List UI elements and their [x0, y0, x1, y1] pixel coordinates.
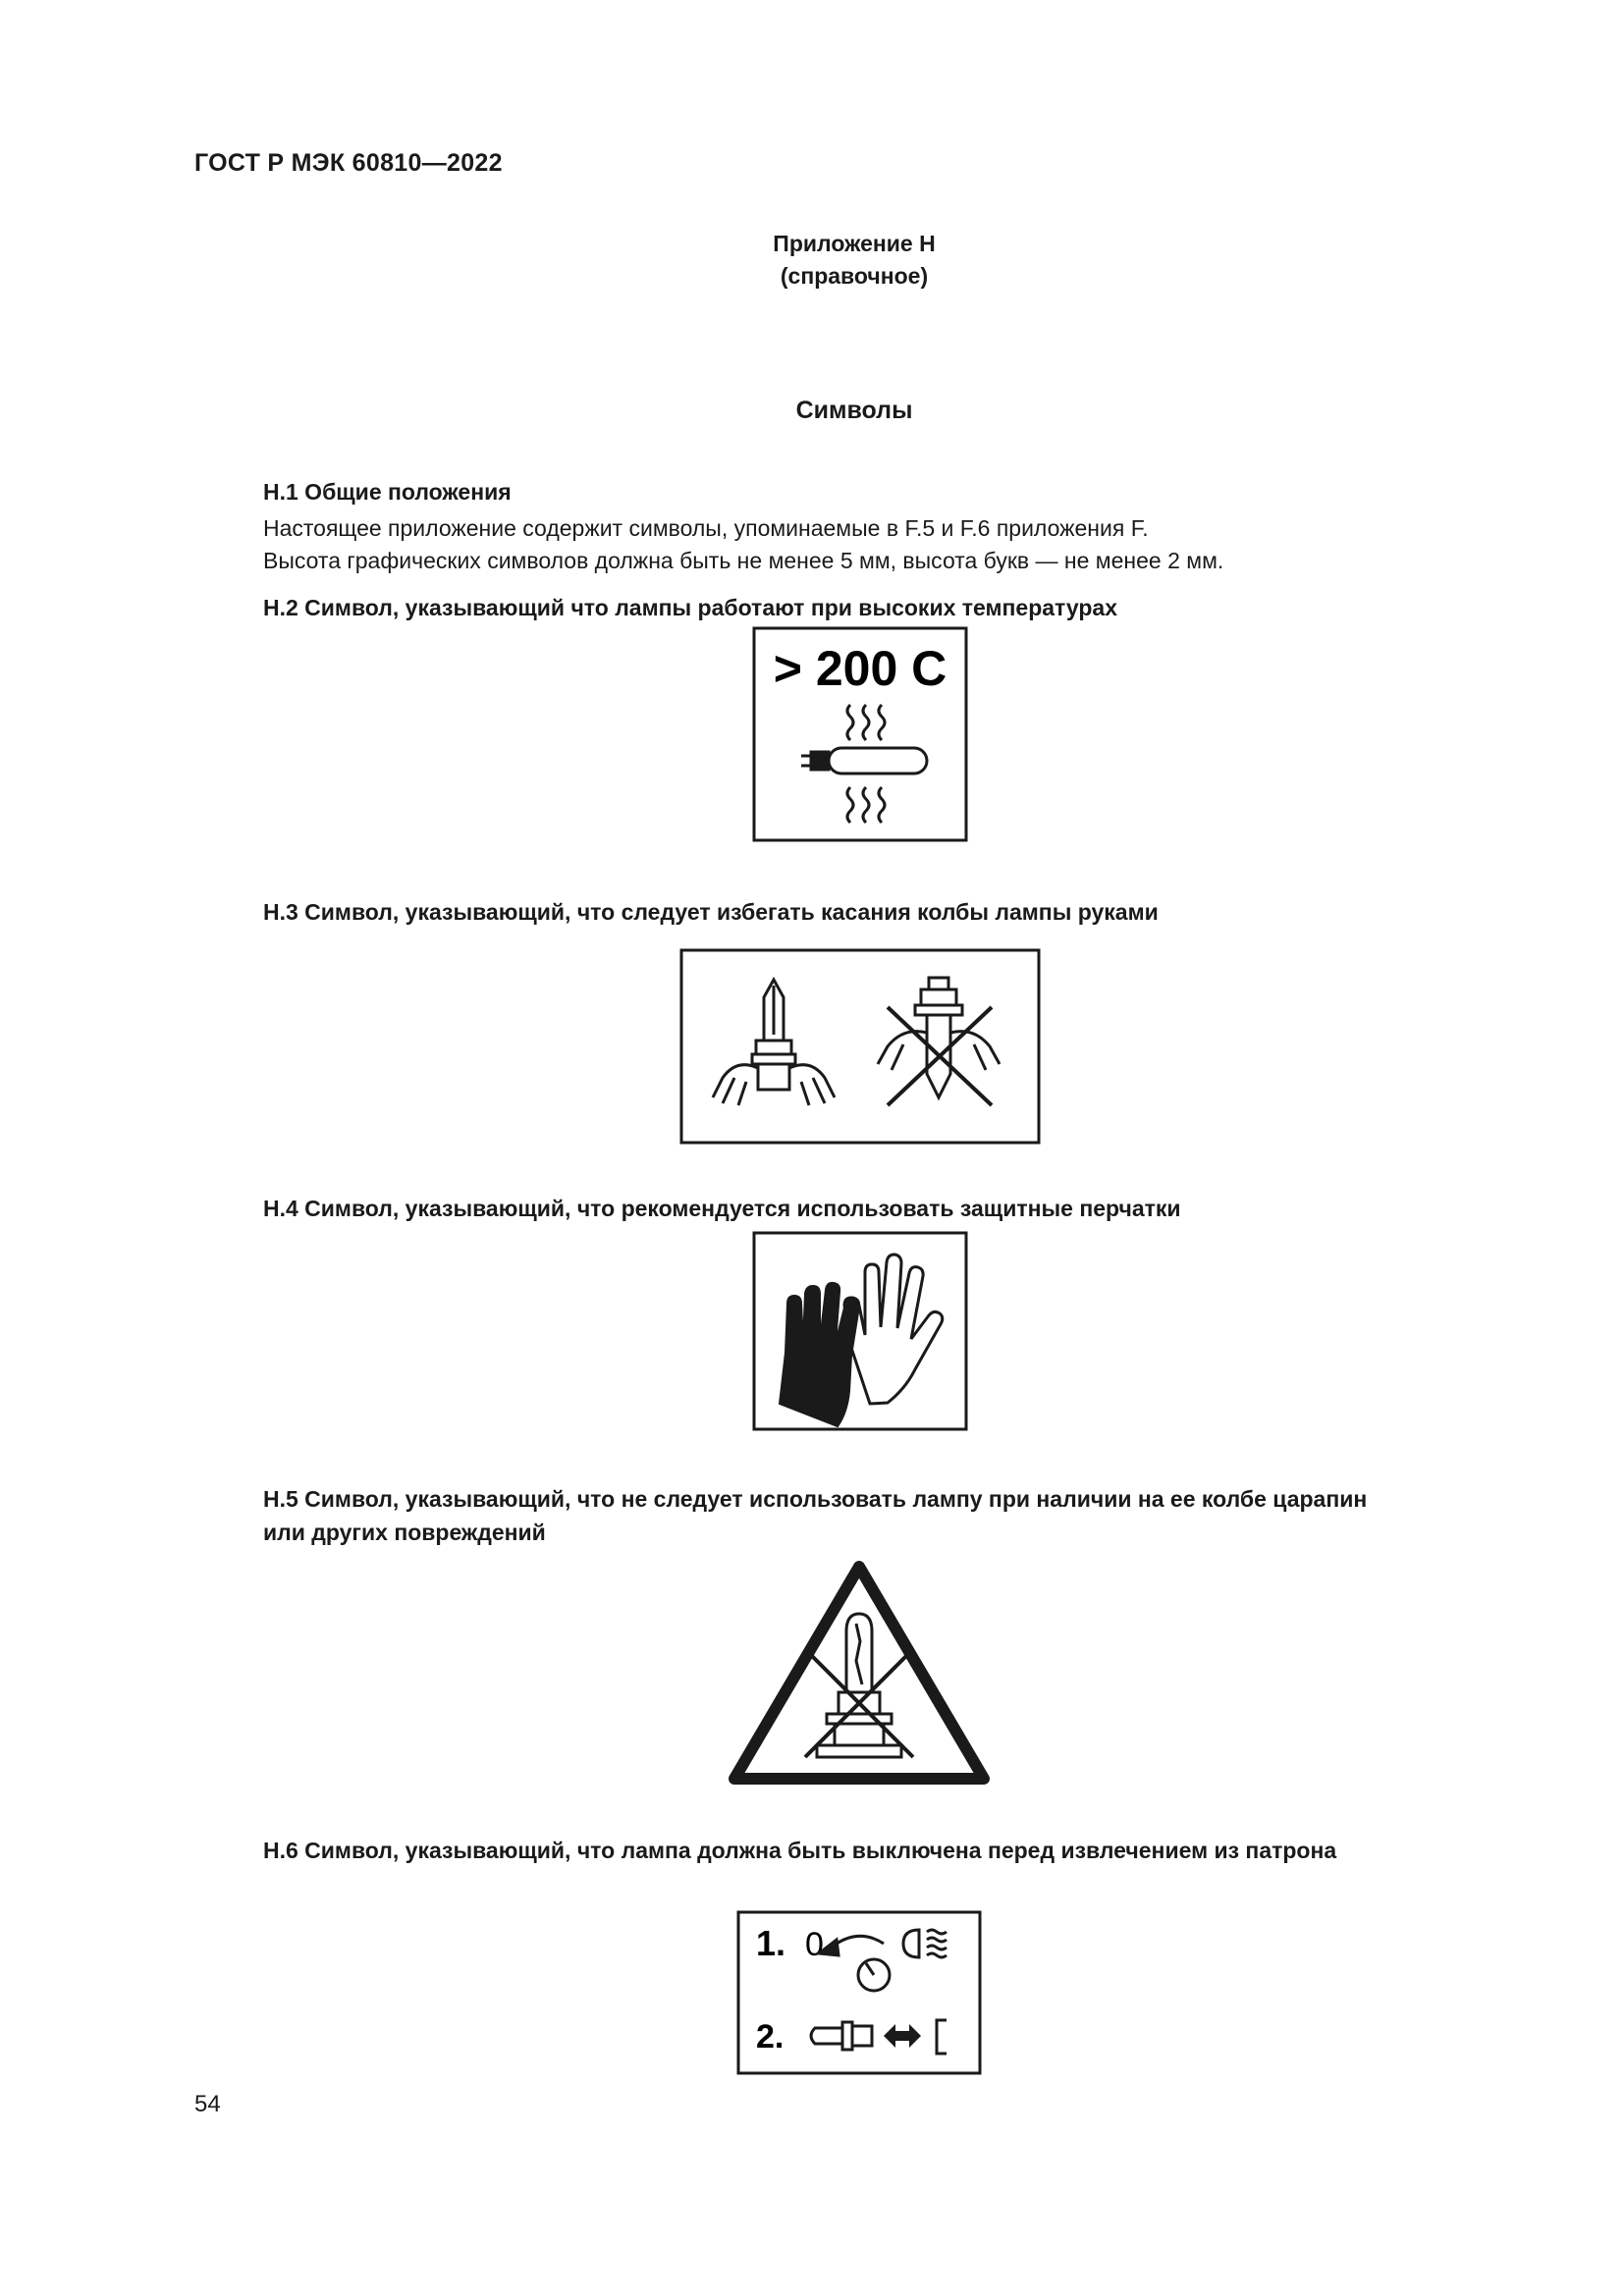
lamp-capsule-icon — [811, 2022, 872, 2050]
scratched-bulb-icon — [817, 1614, 901, 1757]
socket-icon — [937, 2020, 947, 2054]
lamp-tube-icon — [801, 748, 927, 774]
high-temperature-symbol — [752, 626, 968, 842]
document-header: ГОСТ Р МЭК 60810—2022 — [194, 149, 503, 177]
section-h6-heading: Н.6 Символ, указывающий, что лампа должна быть выключена перед извлечением из патрона — [263, 1838, 1337, 1863]
black-glove-icon — [780, 1283, 859, 1426]
headlamp-icon — [903, 1930, 947, 1957]
annex-type: (справочное) — [780, 263, 929, 289]
section-h1-heading: Н.1 Общие положения — [263, 479, 512, 505]
annex-label — [0, 228, 1624, 293]
outline-glove-icon — [844, 1255, 943, 1404]
rotate-switch-icon — [819, 1936, 890, 1991]
no-touch-bulb-symbol — [679, 948, 1041, 1145]
section-h5-heading-line-1: Н.5 Символ, указывающий, что не следует использовать лампу при наличии на ее колбе царапин — [263, 1486, 1368, 1512]
page-title: Символы — [795, 397, 913, 424]
temperature-label: > 200 C — [773, 641, 947, 696]
section-h4-heading: Н.4 Символ, указывающий, что рекомендуется использовать защитные перчатки — [263, 1196, 1181, 1221]
step-2-label: 2. — [756, 2018, 785, 2056]
section-h1-line-2: Высота графических символов должна быть не менее 5 мм, высота букв — не менее 2 мм. — [263, 548, 1224, 573]
heat-waves-top-icon — [847, 705, 885, 740]
cross-out-icon — [888, 1007, 992, 1105]
section-h1-line-1: Настоящее приложение содержит символы, упоминаемые в F.5 и F.6 приложения F. — [263, 515, 1149, 541]
off-zero-label: 0 — [805, 1926, 824, 1963]
protective-gloves-symbol — [752, 1231, 968, 1431]
section-h2-heading: Н.2 Символ, указывающий что лампы работают при высоких температурах — [263, 595, 1118, 620]
damaged-bulb-warning-symbol — [725, 1555, 994, 1796]
switch-off-before-removal-symbol — [736, 1910, 982, 2075]
section-h5-heading-line-2: или других повреждений — [263, 1520, 546, 1545]
bulb-cross-out-icon — [805, 1649, 913, 1757]
double-arrow-icon — [884, 2024, 921, 2048]
heat-waves-bottom-icon — [847, 787, 885, 823]
lamp-held-by-bulb-icon — [878, 978, 1000, 1097]
page-number: 54 — [194, 2091, 221, 2117]
annex-title: Приложение Н — [773, 231, 936, 256]
step-1-label: 1. — [756, 1923, 786, 1963]
lamp-held-by-base-icon — [713, 980, 835, 1105]
section-h3-heading: Н.3 Символ, указывающий, что следует избегать касания колбы лампы руками — [263, 899, 1159, 925]
